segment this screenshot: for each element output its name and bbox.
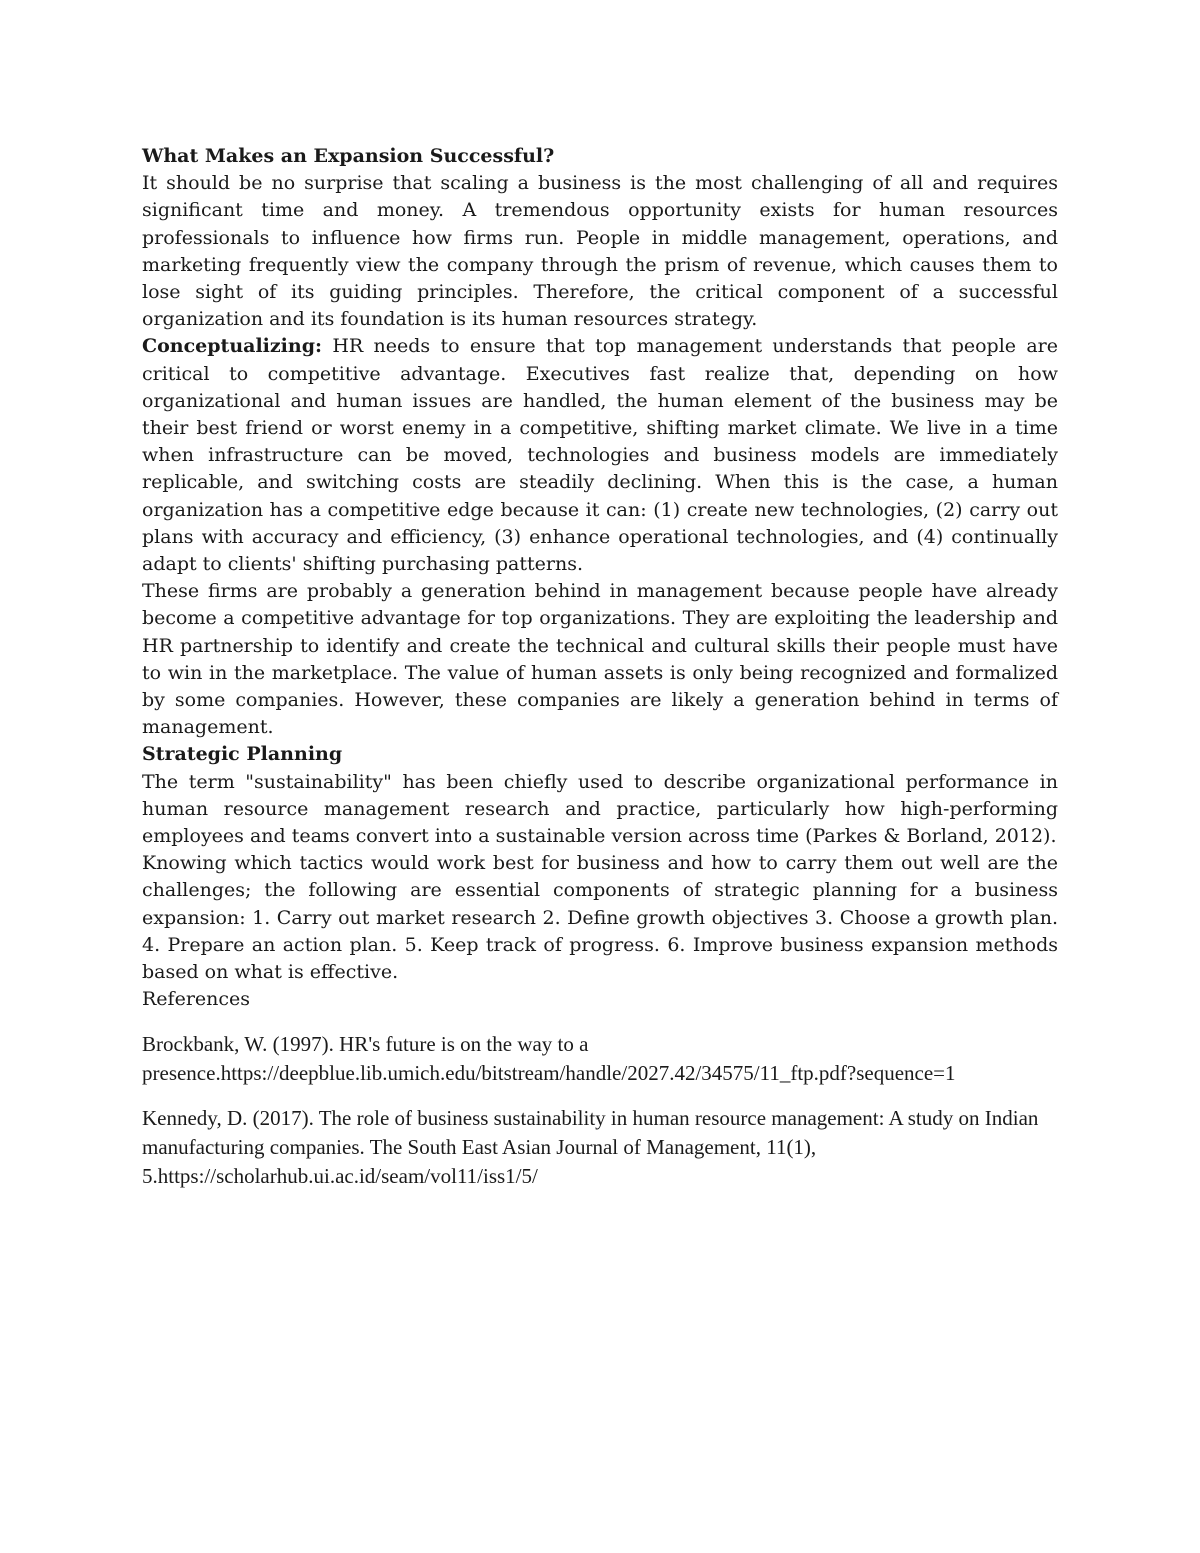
- paragraph-expansion: It should be no surprise that scaling a business is the most challenging of all and requires significant time and money. A tremendous opportunity exists for human resources professionals to influence how firms run. People in middle management, operations, and marketing frequently view the company through the prism of revenue, which causes them to lose sight of its guiding principles. Therefore, the critical component of a successful organization and its foundation is its human resources strategy.: [142, 172, 1058, 331]
- references-title: References: [142, 988, 251, 1011]
- lead-conceptualizing: Conceptualizing:: [142, 335, 323, 358]
- paragraph-generation-behind: These firms are probably a generation behind in management because people have already become a competitive advantage for top organizations. They are exploiting the leadership and HR partnership to identify and create the technical and cultural skills their people must have to win in the marketplace. The value of human assets is only being recognized and formalized by some companies. However, these companies are likely a generation behind in terms of management.: [142, 580, 1058, 739]
- document-page: [142, 143, 1058, 1207]
- paragraph-conceptualizing: [142, 333, 1058, 578]
- section-heading-strategic-planning: Strategic Planning: [142, 743, 343, 766]
- paragraph-tactics: Knowing which tactics would work best for business and how to carry them out well are the challenges; the following are essential components of strategic planning for a business expansion: 1. Carry out market research 2. Define growth objectives 3. Choose a growth plan. 4. Prepare an action plan. 5. Keep track of progress. 6. Improve business expansion methods based on what is effective.: [142, 852, 1058, 984]
- section-heading-expansion: What Makes an Expansion Successful?: [142, 145, 555, 167]
- references-list: [142, 1030, 1058, 1191]
- reference-item-kennedy: Kennedy, D. (2017). The role of business sustainability in human resource management: A study on Indian manufacturing companies. The South East Asian Journal of Management, 11(1), 5.https://scholarhub.ui.ac.id/seam/vol11/iss1/5/: [142, 1105, 1039, 1188]
- paragraph-sustainability: The term "sustainability" has been chiefly used to describe organizational performance in human resource management research and practice, particularly how high-performing employees and teams convert into a sustainable version across time (Parkes & Borland, 2012).: [142, 770, 1058, 848]
- reference-item-brockbank: Brockbank, W. (1997). HR's future is on the way to a presence.https://deepblue.lib.umich.edu/bitstream/handle/2027.42/34575/11_ftp.pdf?sequence=1: [142, 1031, 956, 1085]
- paragraph-conceptualizing-text: HR needs to ensure that top management understands that people are critical to competitive advantage. Executives fast realize that, depending on how organizational and human issues are handled, the human element of the business may be their best friend or worst enemy in a competitive, shifting market climate. We live in a time when infrastructure can be moved, technologies and business models are immediately replicable, and switching costs are steadily declining. When this is the case, a human organization has a competitive edge because it can: (1) create new technologies, (2) carry out plans with accuracy and efficiency, (3) enhance operational technologies, and (4) continually adapt to clients' shifting purchasing patterns.: [142, 335, 1058, 576]
